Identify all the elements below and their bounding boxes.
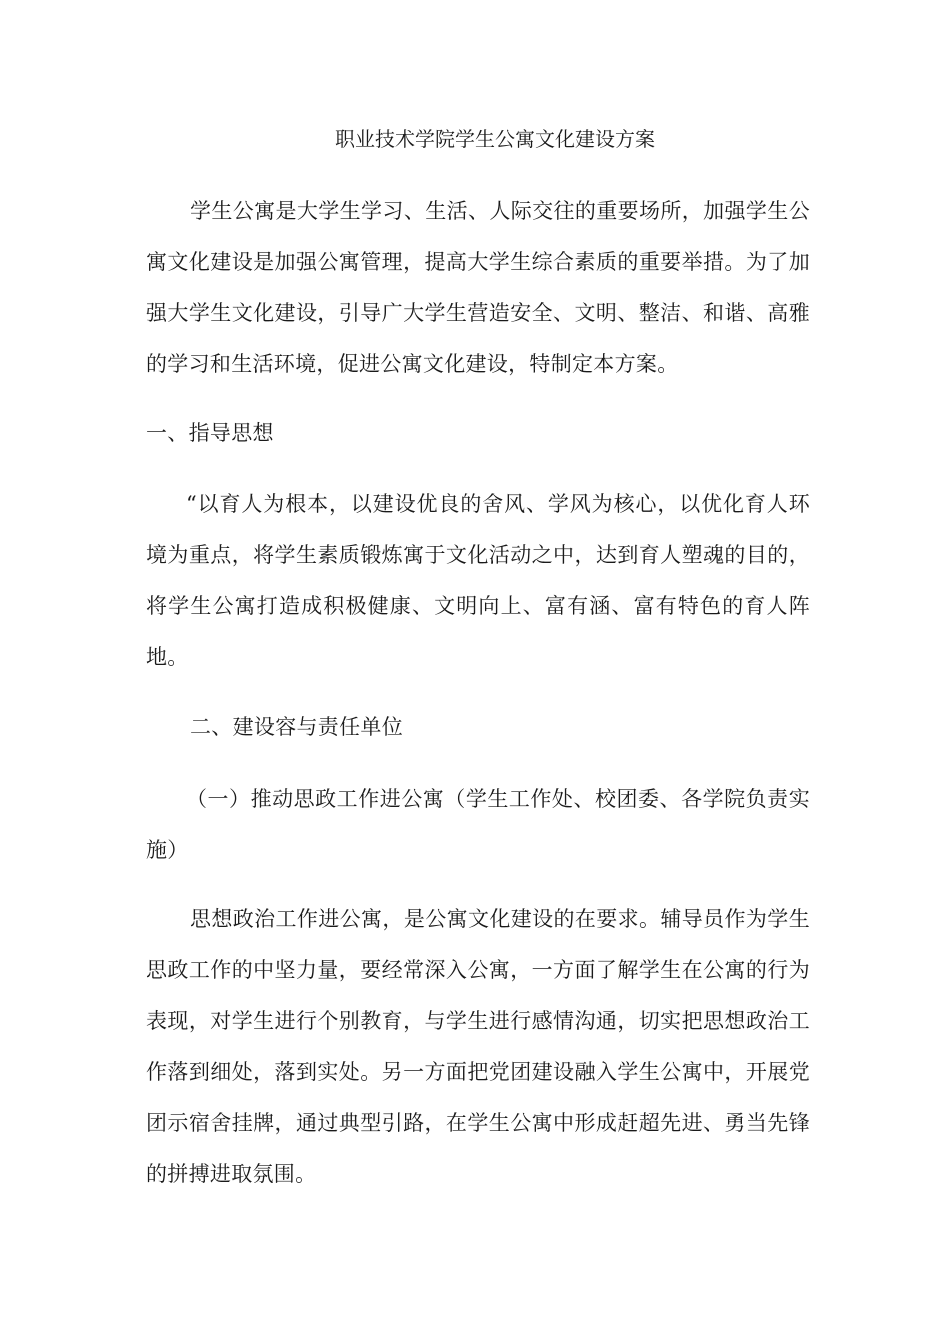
intro-paragraph: 学生公寓是大学生学习、生活、人际交往的重要场所，加强学生公寓文化建设是加强公寓管理，提高大学生综合素质的重要举措。为了加强大学生文化建设，引导广大学生营造安全、文明、整洁、和谐、高雅的学习和生活环境，促进公寓文化建设，特制定本方案。 <box>146 199 810 376</box>
section1-heading: 一、指导思想 <box>146 421 274 445</box>
section1-paragraph: “以育人为根本，以建设优良的舍风、学风为核心，以优化育人环境为重点，将学生素质锻炼寓于文化活动之中，达到育人塑魂的目的，将学生公寓打造成积极健康、文明向上、富有涵、富有特色的育人阵地。 <box>146 492 810 669</box>
subsection1-paragraph: 思想政治工作进公寓，是公寓文化建设的在要求。辅导员作为学生思政工作的中坚力量，要经常深入公寓，一方面了解学生在公寓的行为表现，对学生进行个别教育，与学生进行感情沟通，切实把思想政治工作落到细处，落到实处。另一方面把党团建设融入学生公寓中，开展党团示宿舍挂牌，通过典型引路，在学生公寓中形成赶超先进、勇当先锋的拼搏进取氛围。 <box>146 907 810 1186</box>
document-title: 职业技术学院学生公寓文化建设方案 <box>335 127 655 151</box>
section2-heading: 二、建设容与责任单位 <box>190 715 403 739</box>
subsection1-heading: （一）推动思政工作进公寓（学生工作处、校团委、各学院负责实施） <box>146 787 810 862</box>
